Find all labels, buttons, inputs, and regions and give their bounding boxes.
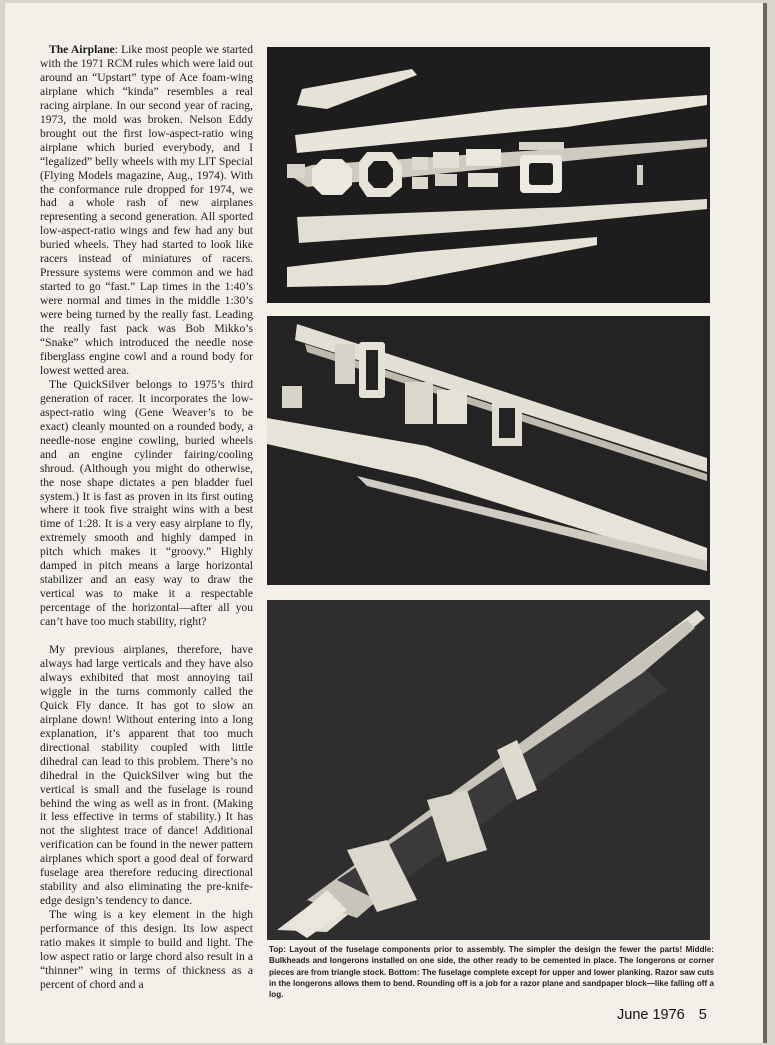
- paragraph-airplane: The Airplane: Like most people we started with the 1971 RCM rules which were laid out around an “Upstart” type of Ace foam-wing airplane which “kinda” resembles a real racing airplane. In our second year of racing, 1973, the mold was broken. Nelson Eddy brought out the first low-aspect-ratio wing airplane which buried everybody, and I “legalized” belly wheels with my LIT Special (Flying Models magazine, Aug., 1974). With the conformance rule dropped for 1974, we had a whole rash of new airplanes representing a second generation. All sported low-aspect-ratio wings and few had any but buried wheels. They had started to look like racers instead of miniatures of racers. Pressure systems were common and we had started to go “fast.” Lap times in the 1:40’s were normal and times in the middle 1:30’s were being turned by the really fast. Leading the really fast pack was Bob Mikko’s “Snake” which introduced the needle nose fiberglass engine cowl and a round body for lowest wetted area.: [40, 43, 253, 377]
- page-number: 5: [698, 1007, 707, 1023]
- photo-fuselage-complete: [267, 600, 710, 940]
- issue-date: June 1976: [617, 1007, 685, 1023]
- photo-bulkheads-longerons: [267, 316, 710, 585]
- photo-fuselage-components: [267, 47, 710, 303]
- article-column: [40, 43, 253, 992]
- magazine-page: [5, 3, 767, 1043]
- section-heading: The Airplane: [49, 43, 115, 56]
- paragraph-quicksilver: The QuickSilver belongs to 1975’s third generation of racer. It incorporates the low-aspect-ratio wing (Gene Weaver’s to be exact) cleanly mounted on a rounded body, a needle-nose engine cowling, buried wheels and an engine cylinder fairing/cooling shroud. (Although you might do otherwise, the nose shape dictates a pen bladder fuel system.) It is fast as proven in its first outing where it took five straight wins with a best time of 1:28. It is a very easy airplane to fly, extremely smooth and highly damped in pitch which makes it “groovy.” Highly damped in pitch means a large horizontal stabilizer and an easy way to draw the vertical was to make it a respectable percentage of the horizontal—after all you can’t have too much stability, right?: [40, 377, 253, 629]
- paragraph-previous-airplanes: My previous airplanes, therefore, have always had large verticals and they have also always exhibited that most annoying tail wiggle in the turns commonly called the Quick Fly dance. It has got to slow an airplane down! Without entering into a long explanation, it’s apparent that too much directional stability coupled with little dihedral can lead to this problem. There’s no dihedral in the QuickSilver wing but the vertical is small and the fuselage is round behind the wing as well as in front. (Making it less effective in terms of stability.) It has not the slightest trace of dance! Additional verification can be found in the newer pattern airplanes which sport a good deal of forward fuselage area therefore reducing directional stability and also eliminating the pre-knife-edge design’s tendency to dance.: [40, 643, 253, 908]
- paragraph-wing: The wing is a key element in the high performance of this design. Its low aspect ratio makes it simple to build and light. The low aspect ratio or large chord also result in a “thinner” wing in terms of thickness as a percent of chord and a: [40, 908, 253, 991]
- page-footer: [617, 1007, 707, 1023]
- photo-caption: Top: Layout of the fuselage components prior to assembly. The simpler the design the fewer the parts! Middle: Bulkheads and longerons installed on one side, the other ready to be cemented in place. The longerons or corner pieces are from triangle stock. Bottom: The fuselage complete except for upper and lower planking. Razor saw cuts in the longerons allows them to bend. Rounding off is a job for a razor plane and sandpaper block—like falling off a log.: [269, 945, 714, 1000]
